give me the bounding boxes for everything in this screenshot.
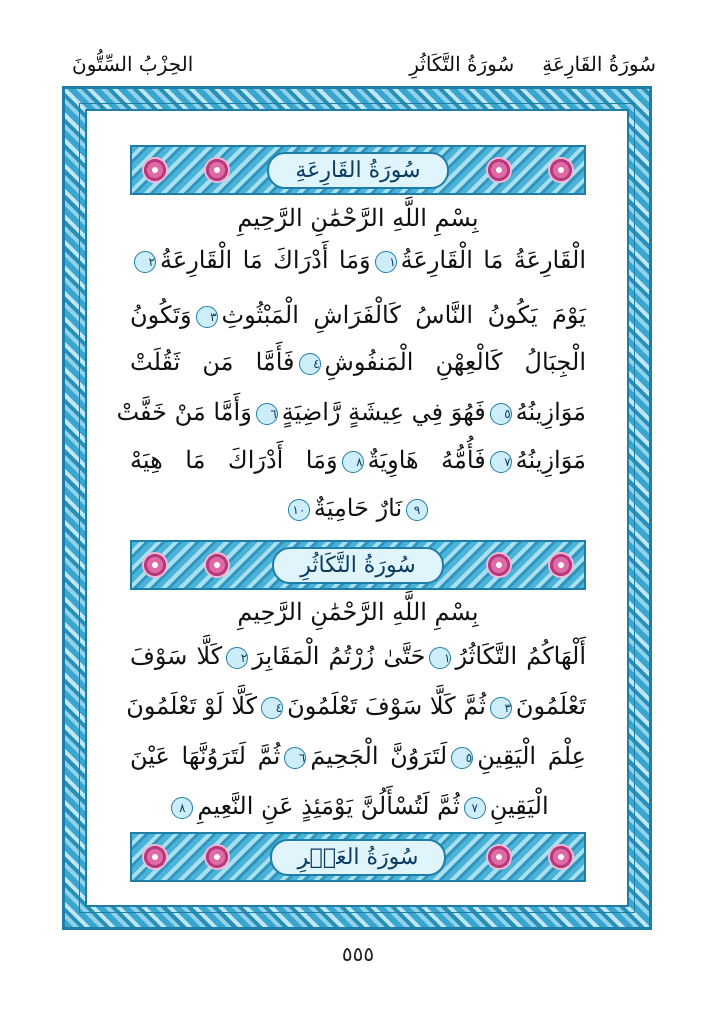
ayah-number: ٣ [490,697,512,719]
verse-line [130,642,586,670]
verse-text: مَوَازِينُهُ [515,446,586,474]
ayah-number: ٦ [284,747,306,769]
verse-text: لَتَرَوُنَّ الْجَحِيمَ [310,742,448,770]
verse-text: ثُمَّ لَتُسْأَلُنَّ يَوْمَئِذٍ عَنِ النَّعِيمِ [197,792,460,820]
verse-text: نَارٌ حَامِيَةٌ [313,494,403,522]
verse-text: فَهُوَ فِي عِيشَةٍ رَّاضِيَةٍ [281,398,486,426]
verse-text: يَوْمَ يَكُونُ النَّاسُ كَالْفَرَاشِ الْمَبْثُوثِ [221,301,586,329]
header-surah-left: سُورَةُ التَّكَاثُرِ [409,52,515,76]
rose-ornament-icon [548,552,574,578]
verse-text: الْقَارِعَةُ مَا الْقَارِعَةُ [400,246,586,274]
ayah-number: ٢ [226,647,248,669]
verse-text: تَعْلَمُونَ [515,692,586,720]
verse-text: الْجِبَالُ كَالْعِهْنِ الْمَنفُوشِ [324,348,586,376]
ayah-number: ٣ [196,306,218,328]
verse-line [130,742,586,770]
verse-text: الْيَقِينِ [489,792,549,820]
verse-text: ثُمَّ لَتَرَوُنَّهَا عَيْنَ [130,742,281,770]
verse-text: وَأَمَّا مَنْ خَفَّتْ [116,398,252,426]
ayah-number: ٥ [451,747,473,769]
surah-title: سُورَةُ العَصۡرِ [270,839,447,876]
basmala: بِسْمِ اللَّهِ الرَّحْمَٰنِ الرَّحِيمِ [237,598,479,626]
ayah-number: ١ [429,647,451,669]
verse-text: كَلَّا لَوْ تَعْلَمُونَ [126,692,258,720]
header-surah-right: سُورَةُ القَارِعَةِ [542,52,656,76]
basmala: بِسْمِ اللَّهِ الرَّحْمَٰنِ الرَّحِيمِ [237,204,479,232]
rose-ornament-icon [204,552,230,578]
verse-text: عِلْمَ الْيَقِينِ [477,742,587,770]
ayah-number: ٤ [299,353,321,375]
verse-line [130,246,586,274]
surah-banner-takathur [130,540,586,590]
verse-line [130,446,586,474]
verse-text: مَوَازِينُهُ [515,398,586,426]
page-number: ٥٥٥ [341,942,375,966]
surah-banner-qariah [130,145,586,195]
rose-ornament-icon [548,157,574,183]
verse-line [130,348,586,376]
verse-line [130,792,586,820]
rose-ornament-icon [204,157,230,183]
ayah-number: ٨ [171,797,193,819]
verse-line [126,692,586,720]
surah-names-header [409,52,656,76]
verse-text: ثُمَّ كَلَّا سَوْفَ تَعْلَمُونَ [287,692,486,720]
verse-text: وَمَا أَدْرَاكَ مَا الْقَارِعَةُ [160,246,371,274]
rose-ornament-icon [548,844,574,870]
hizb-label: الحِزْبُ السِّتُّونَ [72,52,194,76]
verse-line [130,301,586,329]
rose-ornament-icon [142,552,168,578]
rose-ornament-icon [486,157,512,183]
rose-ornament-icon [486,844,512,870]
rose-ornament-icon [142,157,168,183]
ayah-number: ٢ [134,251,156,273]
ayah-number: ٧ [490,451,512,473]
verse-text: وَمَا أَدْرَاكَ مَا هِيَهْ [130,446,338,474]
verse-line [130,494,586,522]
ayah-number: ٤ [261,697,283,719]
rose-ornament-icon [204,844,230,870]
verse-text: وَتَكُونُ [130,301,192,329]
ayah-number: ٨ [342,451,364,473]
ayah-number: ١ [375,251,397,273]
verse-text: حَتَّىٰ زُرْتُمُ الْمَقَابِرَ [252,642,426,670]
ayah-number: ٧ [464,797,486,819]
surah-banner-asr [130,832,586,882]
surah-title: سُورَةُ التَّكَاثُرِ [272,547,444,584]
verse-line [116,398,586,426]
ayah-number: ٥ [490,403,512,425]
ayah-number: ٦ [256,403,278,425]
surah-title: سُورَةُ القَارِعَةِ [267,152,448,189]
ayah-number: ١٠ [288,499,310,521]
rose-ornament-icon [486,552,512,578]
verse-text: فَأُمُّهُ هَاوِيَةٌ [367,446,486,474]
verse-text: فَأَمَّا مَن ثَقُلَتْ [130,348,295,376]
verse-text: أَلْهَاكُمُ التَّكَاثُرُ [455,642,587,670]
rose-ornament-icon [142,844,168,870]
ayah-number: ٩ [406,499,428,521]
verse-text: كَلَّا سَوْفَ [130,642,223,670]
page-header [0,0,716,86]
